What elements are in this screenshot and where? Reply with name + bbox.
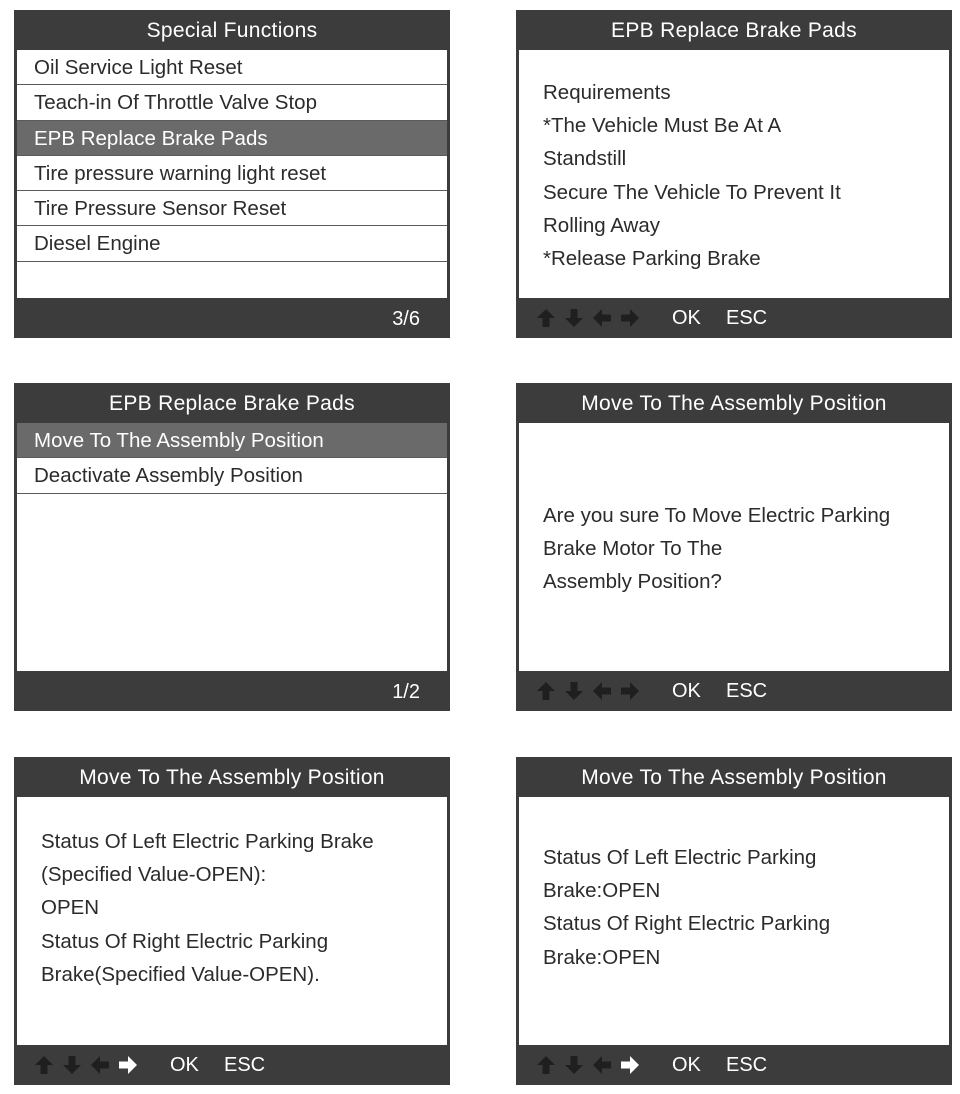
message-line: Requirements [543, 81, 671, 104]
esc-button[interactable]: ESC [726, 307, 768, 329]
screen-status-result [516, 757, 952, 1085]
arrow-left-icon[interactable] [590, 306, 616, 330]
menu-list [17, 423, 447, 671]
message-panel [17, 797, 447, 1045]
menu-item-tire-pressure-sensor-reset[interactable]: Tire Pressure Sensor Reset [17, 191, 447, 226]
menu-item-tire-pressure-warning-light-reset[interactable]: Tire pressure warning light reset [17, 156, 447, 191]
screen-title: Move To The Assembly Position [581, 766, 887, 789]
menu-item-move-to-assembly-position[interactable]: Move To The Assembly Position [17, 423, 447, 458]
esc-button[interactable]: ESC [224, 1054, 266, 1076]
message-line: Standstill [543, 147, 627, 171]
footer-bar [14, 298, 450, 338]
screen-title: Move To The Assembly Position [581, 392, 887, 415]
message-line: (Specified Value-OPEN): [41, 863, 267, 887]
screen-title: EPB Replace Brake Pads [611, 19, 857, 42]
screen-status-specified [14, 757, 450, 1085]
message-text [543, 76, 941, 275]
esc-button[interactable]: ESC [726, 1054, 768, 1076]
arrow-down-icon[interactable] [562, 1053, 588, 1077]
menu-item-teach-in-throttle-valve-stop[interactable]: Teach-in Of Throttle Valve Stop [17, 85, 447, 120]
screen-title: Move To The Assembly Position [79, 766, 385, 789]
arrow-left-icon[interactable] [590, 679, 616, 703]
message-panel [519, 797, 949, 1045]
arrow-up-icon[interactable] [534, 1053, 560, 1077]
arrow-right-icon[interactable] [116, 1053, 142, 1077]
message-line: Rolling Away [543, 213, 660, 237]
message-line: Assembly Position? [543, 570, 722, 594]
message-text [543, 841, 941, 974]
screen-epb-requirements [516, 10, 952, 338]
message-line: *Release Parking Brake [543, 246, 761, 270]
nav-arrows [32, 1045, 144, 1085]
arrow-right-icon[interactable] [618, 679, 644, 703]
footer-bar [516, 298, 952, 338]
message-text [41, 825, 439, 991]
arrow-right-icon[interactable] [618, 306, 644, 330]
arrow-down-icon[interactable] [562, 306, 588, 330]
message-line: Brake:OPEN [543, 879, 661, 903]
arrow-down-icon[interactable] [562, 679, 588, 703]
message-line: Are you sure To Move Electric Parking [543, 504, 891, 527]
ok-button[interactable]: OK [672, 307, 701, 329]
ok-button[interactable]: OK [672, 1054, 701, 1076]
ok-button[interactable]: OK [672, 680, 701, 702]
nav-arrows [534, 298, 646, 338]
message-line: Status Of Left Electric Parking [543, 846, 817, 869]
screen-title: Special Functions [146, 19, 318, 42]
message-panel [519, 423, 949, 671]
message-line: *The Vehicle Must Be At A [543, 114, 782, 138]
esc-button[interactable]: ESC [726, 680, 768, 702]
footer-bar [516, 1045, 952, 1085]
arrow-right-icon[interactable] [618, 1053, 644, 1077]
arrow-left-icon[interactable] [88, 1053, 114, 1077]
message-text [543, 499, 941, 599]
arrow-down-icon[interactable] [60, 1053, 86, 1077]
screen-confirm-assembly-move [516, 383, 952, 711]
arrow-up-icon[interactable] [534, 679, 560, 703]
arrow-up-icon[interactable] [534, 306, 560, 330]
message-panel [519, 50, 949, 298]
menu-list [17, 50, 447, 298]
ok-button[interactable]: OK [170, 1054, 199, 1076]
message-line: Brake:OPEN [543, 945, 661, 969]
message-line: Status Of Left Electric Parking Brake [41, 830, 374, 853]
message-line: Secure The Vehicle To Prevent It [543, 180, 841, 204]
footer-bar [516, 671, 952, 711]
page-indicator: 3/6 [392, 308, 420, 330]
menu-item-diesel-engine[interactable]: Diesel Engine [17, 226, 447, 261]
footer-bar [14, 1045, 450, 1085]
menu-item-epb-replace-brake-pads[interactable]: EPB Replace Brake Pads [17, 121, 447, 156]
message-line: Status Of Right Electric Parking [41, 929, 329, 953]
message-line: Brake Motor To The [543, 537, 723, 561]
nav-arrows [534, 1045, 646, 1085]
screen-title: EPB Replace Brake Pads [109, 392, 355, 415]
arrow-up-icon[interactable] [32, 1053, 58, 1077]
message-line: OPEN [41, 896, 100, 920]
nav-arrows [534, 671, 646, 711]
screen-epb-submenu [14, 383, 450, 711]
footer-bar [14, 671, 450, 711]
message-line: Status Of Right Electric Parking [543, 912, 831, 936]
menu-item-deactivate-assembly-position[interactable]: Deactivate Assembly Position [17, 458, 447, 493]
arrow-left-icon[interactable] [590, 1053, 616, 1077]
page-indicator: 1/2 [392, 681, 420, 703]
screen-special-functions [14, 10, 450, 338]
menu-item-oil-service-light-reset[interactable]: Oil Service Light Reset [17, 50, 447, 85]
message-line: Brake(Specified Value-OPEN). [41, 962, 320, 986]
